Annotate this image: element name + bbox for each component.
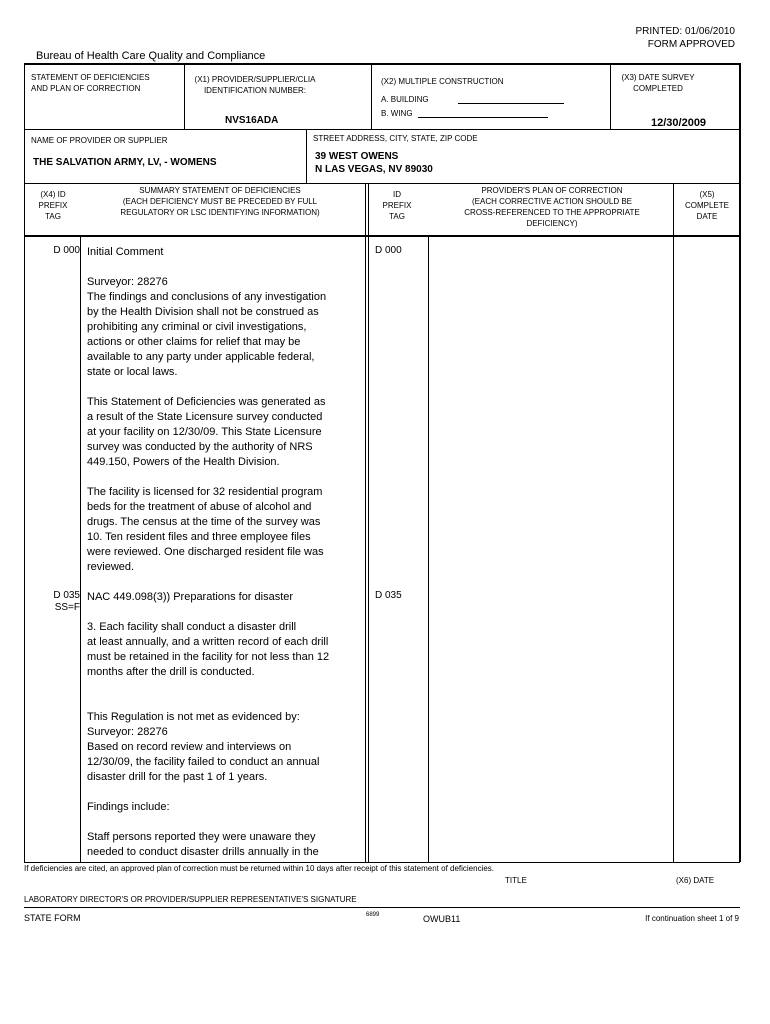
divider — [24, 235, 740, 237]
x2-label: (X2) MULTIPLE CONSTRUCTION — [381, 77, 504, 86]
x5-header: (X5) COMPLETE DATE — [684, 190, 729, 221]
wing-label: B. WING — [381, 109, 413, 118]
x3-value: 12/30/2009 — [651, 117, 707, 129]
divider — [24, 183, 740, 184]
x6-date-label: (X6) DATE — [676, 876, 715, 885]
continuation-sheet: If continuation sheet 1 of 9 — [645, 914, 739, 923]
provider-name-label: NAME OF PROVIDER OR SUPPLIER — [31, 136, 168, 145]
plan-header: PROVIDER'S PLAN OF CORRECTION (EACH CORRECTIVE ACTION SHOULD BE CROSS-REFERENCED TO THE APPROPRIATE DEFICIENCY) — [464, 186, 640, 228]
x4-header: (X4) ID PREFIX TAG — [38, 190, 68, 221]
entry-body: Surveyor: 28276 The findings and conclusions of any investigation by the Health Division shall not be construed as prohibiting any criminal or civil investigations, actions or other claims for relief that may be available to any party under applicable federal, state or local laws. This Statement of Deficiencies was generated as a result of the State Licensure survey conducted at your facility on 12/30/09. This State Licensure survey was conducted by the authority of NRS 449.150, Powers of the Health Division. The facility is licensed for 32 residential program beds for the treatment of abuse of alcohol and drugs. The census at the time of the survey was 10. Ten resident files and three employee files were reviewed. One discharged resident file was reviewed. — [87, 276, 327, 573]
entry-id-tag: D 000 — [375, 245, 402, 256]
entry-tag: D 000 — [53, 245, 80, 256]
provider-name-value: THE SALVATION ARMY, LV, - WOMENS — [33, 157, 217, 168]
address-label: STREET ADDRESS, CITY, STATE, ZIP CODE — [313, 134, 478, 143]
column-divider — [80, 235, 81, 862]
address-line2: N LAS VEGAS, NV 89030 — [315, 164, 433, 175]
id-header: ID PREFIX TAG — [382, 190, 412, 221]
x1-value: NVS16ADA — [225, 115, 279, 126]
bureau-title: Bureau of Health Care Quality and Compliance — [36, 50, 266, 62]
form-approved: FORM APPROVED — [647, 39, 735, 50]
building-field[interactable] — [458, 103, 564, 104]
statement-label: STATEMENT OF DEFICIENCIES AND PLAN OF CORRECTION — [31, 73, 150, 93]
state-form: STATE FORM — [24, 913, 81, 923]
divider — [306, 129, 307, 183]
entry-tag: D 035 SS=F — [53, 590, 80, 613]
summary-header: SUMMARY STATEMENT OF DEFICIENCIES (EACH DEFICIENCY MUST BE PRECEDED BY FULL REGULATORY OR LSC IDENTIFYING INFORMATION) — [120, 186, 320, 217]
entry-title: NAC 449.098(3)) Preparations for disaster — [87, 591, 294, 603]
wing-field[interactable] — [418, 117, 548, 118]
divider — [24, 862, 740, 863]
divider — [610, 63, 611, 129]
divider — [24, 907, 740, 908]
signature-label: LABORATORY DIRECTOR'S OR PROVIDER/SUPPLIER REPRESENTATIVE'S SIGNATURE — [24, 895, 357, 904]
footer-notice: If deficiencies are cited, an approved plan of correction must be returned within 10 days after receipt of this statement of deficiencies. — [24, 864, 495, 873]
entry-title: Initial Comment — [87, 246, 164, 258]
printed-date: PRINTED: 01/06/2010 — [635, 26, 735, 37]
entry-body: 3. Each facility shall conduct a disaster drill at least annually, and a written record of each drill must be retained in the facility for not less than 12 months after the drill is conducted. This Regulation is not met as evidenced by: Surveyor: 28276 Based on record review and interviews on 12/30/09, the facility failed to conduct an annual disaster drill for the past 1 of 1 years. Findings include: Staff persons reported they were unaware they needed to conduct disaster drills annually in the — [87, 621, 330, 858]
column-divider — [368, 183, 369, 862]
entry-id-tag: D 035 — [375, 590, 402, 601]
form-top-border — [24, 63, 740, 65]
column-divider — [365, 183, 366, 862]
divider — [371, 63, 372, 129]
column-divider — [428, 235, 429, 862]
x1-label: (X1) PROVIDER/SUPPLIER/CLIA IDENTIFICATION NUMBER: — [194, 75, 316, 95]
divider — [24, 129, 740, 130]
address-line1: 39 WEST OWENS — [315, 151, 399, 162]
form-number: 6899 — [366, 912, 380, 918]
building-label: A. BUILDING — [381, 95, 429, 104]
x3-label: (X3) DATE SURVEY COMPLETED — [621, 73, 695, 93]
title-label: TITLE — [505, 876, 527, 885]
event-id: OWUB11 — [423, 914, 461, 924]
divider — [184, 63, 185, 129]
column-divider — [673, 183, 674, 862]
